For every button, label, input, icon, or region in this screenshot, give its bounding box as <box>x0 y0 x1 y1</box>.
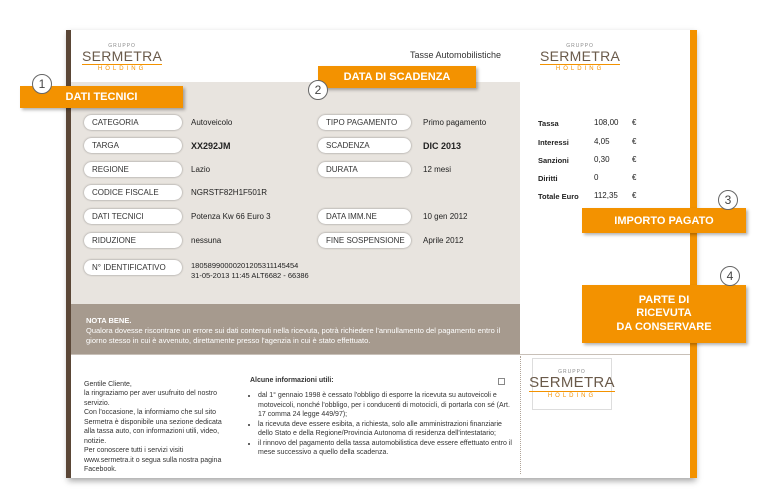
logo-group-text: GRUPPO <box>566 43 594 49</box>
field-label-targa: TARGA <box>84 138 182 153</box>
callout-importo-pagato <box>582 208 746 233</box>
logo-name: SERMETRA <box>540 48 621 64</box>
callout-data-scadenza <box>318 66 476 88</box>
summary-label-tassa: Tassa <box>538 119 559 128</box>
logo-subtitle: HOLDING <box>547 392 597 399</box>
tear-line <box>520 356 521 474</box>
callout-label: IMPORTO PAGATO <box>614 214 714 227</box>
field-label-riduzione: RIDUZIONE <box>84 233 182 248</box>
greeting-block <box>84 380 224 474</box>
field-value-codice-fiscale: NGRSTF82H1F501R <box>191 188 268 197</box>
sermetra-logo-right <box>540 44 620 72</box>
summary-label-sanzioni: Sanzioni <box>538 156 569 165</box>
useful-info-item: • il rinnovo del pagamento della tassa automobilistica deve essere effettuato entro il mese successivo a quello della scadenza. <box>258 439 512 458</box>
field-value-scadenza: DIC 2013 <box>423 141 462 151</box>
field-value-regione: Lazio <box>191 165 211 174</box>
field-label-durata: DURATA <box>318 162 411 177</box>
greeting-line: Gentile Cliente, <box>84 381 132 388</box>
field-value-tipo-pagamento: Primo pagamento <box>423 118 487 127</box>
field-label-data-imm: DATA IMM.NE <box>318 209 411 224</box>
field-value-identificativo-1: 18058990000201205311145454 <box>191 261 299 270</box>
summary-value-sanzioni: 0,30 <box>594 155 610 164</box>
summary-value-tassa: 108,00 <box>594 118 619 127</box>
summary-label-diritti: Diritti <box>538 174 558 183</box>
callout-parte-ricevuta <box>582 285 746 343</box>
summary-value-totale: 112,35 <box>594 191 618 200</box>
logo-group-text: GRUPPO <box>108 43 136 49</box>
field-value-identificativo-2: 31-05-2013 11:45 ALT6682 - 66386 <box>191 271 309 280</box>
logo-name: SERMETRA <box>82 48 163 64</box>
greeting-line: Per conoscere tutti i servizi visiti www.sermetra.it o segua sulla nostra pagina Facebook. <box>84 447 222 473</box>
sermetra-logo-stub <box>529 370 615 399</box>
checkbox-icon <box>498 378 505 385</box>
callout-number-2: 2 <box>308 80 328 100</box>
summary-label-totale: Totale Euro <box>538 192 579 201</box>
greeting-line: Con l'occasione, la informiamo che sul sito Sermetra è disponibile una sezione dedicata alla tassa auto, con informazioni utili, video, notizie. <box>84 409 222 445</box>
callout-label: DATI TECNICI <box>65 91 138 103</box>
summary-currency: € <box>632 173 637 182</box>
callout-label: DATA DI SCADENZA <box>343 71 451 83</box>
useful-info-block <box>250 376 512 458</box>
stub-logo-box <box>529 358 615 410</box>
field-label-tipo-pagamento: TIPO PAGAMENTO <box>318 115 411 130</box>
field-label-fine-sospensione: FINE SOSPENSIONE <box>318 233 411 248</box>
receipt-right-edge <box>690 30 697 478</box>
summary-value-diritti: 0 <box>594 173 599 182</box>
callout-number-3: 3 <box>718 190 738 210</box>
field-value-targa: XX292JM <box>191 141 231 151</box>
logo-group-text: GRUPPO <box>558 368 586 375</box>
greeting-line: la ringraziamo per aver usufruito del nostro servizio. <box>84 390 218 407</box>
summary-label-interessi: Interessi <box>538 138 569 147</box>
callout-label: PARTE DI <box>638 294 690 307</box>
field-value-riduzione: nessuna <box>191 236 222 245</box>
sermetra-logo <box>82 44 162 72</box>
useful-info-list <box>250 391 512 457</box>
divider <box>71 354 690 355</box>
summary-currency: € <box>632 191 637 200</box>
note-body: Qualora dovesse riscontrare un errore sui dati contenuti nella ricevuta, potrà richiedere l'annullamento del pagamento entro il giorno stesso in cui è avvenuto, direttamente presso l'agenzia in cui è stato effettuato. <box>86 325 501 345</box>
summary-currency: € <box>632 137 637 146</box>
note-text-block <box>86 316 514 345</box>
summary-currency: € <box>632 155 637 164</box>
field-value-durata: 12 mesi <box>423 165 452 174</box>
field-label-dati-tecnici: DATI TECNICI <box>84 209 182 224</box>
useful-info-item: • la ricevuta deve essere esibita, a richiesta, solo alle amministrazioni finanziarie dello Stato e della Regione/Provincia Autonoma di residenza dell'intestatario; <box>258 420 512 439</box>
useful-info-title: Alcune informazioni utili: <box>250 377 334 384</box>
callout-number-4: 4 <box>720 266 740 286</box>
field-label-categoria: CATEGORIA <box>84 115 182 130</box>
field-label-regione: REGIONE <box>84 162 182 177</box>
field-value-dati-tecnici: Potenza Kw 66 Euro 3 <box>191 212 271 221</box>
field-value-fine-sospensione: Aprile 2012 <box>423 236 464 245</box>
field-value-data-imm: 10 gen 2012 <box>423 212 468 221</box>
field-label-scadenza: SCADENZA <box>318 138 411 153</box>
summary-value-interessi: 4,05 <box>594 137 610 146</box>
field-label-codice-fiscale: CODICE FISCALE <box>84 185 182 200</box>
callout-label: RICEVUTA <box>636 307 692 320</box>
logo-subtitle: HOLDING <box>555 66 605 72</box>
summary-currency: € <box>632 118 637 127</box>
logo-name: SERMETRA <box>529 373 615 391</box>
document-title: Tasse Automobilistiche <box>410 50 502 60</box>
callout-label: DA CONSERVARE <box>616 320 712 333</box>
logo-subtitle: HOLDING <box>97 66 147 72</box>
field-value-categoria: Autoveicolo <box>191 118 233 127</box>
note-title: NOTA BENE. <box>86 316 132 325</box>
useful-info-item: • dal 1° gennaio 1998 è cessato l'obbligo di esporre la ricevuta su autoveicoli e motoveicoli, nonché l'obbligo, per i conducenti di motocicli, di portarla con sé (Art. 17 comma 24 legge 449/97); <box>258 391 512 419</box>
callout-number-1: 1 <box>32 74 52 94</box>
field-label-identificativo: N° IDENTIFICATIVO <box>84 260 182 275</box>
